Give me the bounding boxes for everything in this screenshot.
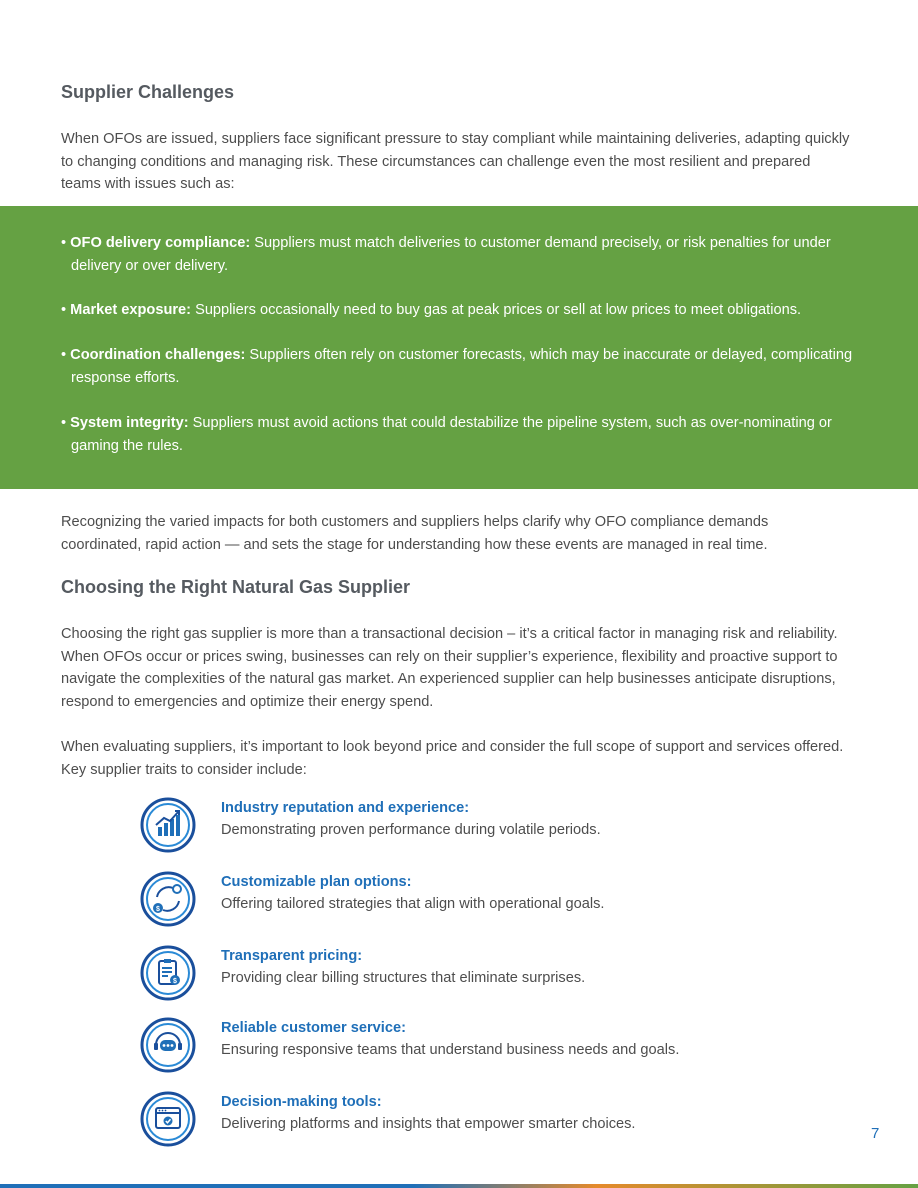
trait-title: Reliable customer service: <box>221 1020 406 1036</box>
challenge-text: Suppliers often rely on customer forecasts, which may be inaccurate or delayed, complicating response efforts. <box>71 347 853 386</box>
challenge-item: • OFO delivery compliance: Suppliers must match deliveries to customer demand precisely, or risk penalties for under delivery or over delivery. <box>61 235 831 274</box>
challenge-text: Suppliers occasionally need to buy gas at peak prices or sell at low prices to meet obligations. <box>191 302 802 318</box>
challenge-item: • Coordination challenges: Suppliers often rely on customer forecasts, which may be inaccurate or delayed, complicating response efforts. <box>61 347 853 386</box>
section-heading-supplier-challenges: Supplier Challenges <box>61 82 235 102</box>
choosing-supplier-paragraph: Choosing the right gas supplier is more than a transactional decision – it’s a critical factor in managing risk and reliability. When OFOs occur or prices swing, businesses can rely on their supplier’s experience, flexibility and proactive support to navigate the complexities of the natural gas market. An experienced supplier can help businesses anticipate disruptions, respond to emergencies and optimize their energy spend. <box>61 626 838 710</box>
trait-description: Providing clear billing structures that eliminate surprises. <box>221 970 586 986</box>
challenge-text: Suppliers must avoid actions that could destabilize the pipeline system, such as over-nominating or gaming the rules. <box>71 415 832 454</box>
section-heading-choosing-supplier: Choosing the Right Natural Gas Supplier <box>61 577 411 597</box>
challenge-item: • System integrity: Suppliers must avoid actions that could destabilize the pipeline system, such as over-nominating or gaming the rules. <box>61 415 832 454</box>
challenge-label: OFO delivery compliance: <box>70 235 251 251</box>
challenge-item: • Market exposure: Suppliers occasionally need to buy gas at peak prices or sell at low prices to meet obligations. <box>61 302 802 318</box>
recognizing-paragraph: Recognizing the varied impacts for both customers and suppliers helps clarify why OFO compliance demands coordinated, rapid action — and sets the stage for understanding how these events are managed in real time. <box>61 514 769 553</box>
evaluating-suppliers-paragraph: When evaluating suppliers, it’s important to look beyond price and consider the full scope of support and services offered. Key supplier traits to consider include: <box>61 739 844 778</box>
page-number: 7 <box>871 1125 880 1142</box>
trait-item <box>140 871 840 929</box>
trait-description: Ensuring responsive teams that understand business needs and goals. <box>221 1042 680 1058</box>
growth-chart-icon <box>140 797 196 853</box>
trait-title: Transparent pricing: <box>221 948 363 964</box>
challenge-text: Suppliers must match deliveries to customer demand precisely, or risk penalties for under delivery or over delivery. <box>71 235 831 274</box>
challenge-label: System integrity: <box>70 415 189 431</box>
trait-title: Customizable plan options: <box>221 874 412 890</box>
supplier-challenges-intro: When OFOs are issued, suppliers face significant pressure to stay compliant while maintaining deliveries, adapting quickly to changing conditions and managing risk. These circumstances can challenge even the most resilient and prepared teams with issues such as: <box>61 131 850 193</box>
challenge-label: Market exposure: <box>70 302 192 318</box>
decision-tool-window-icon <box>140 1091 196 1147</box>
trait-item <box>140 1017 840 1075</box>
trait-title: Decision-making tools: <box>221 1094 382 1110</box>
challenge-label: Coordination challenges: <box>70 347 246 363</box>
trait-description: Delivering platforms and insights that empower smarter choices. <box>221 1116 636 1132</box>
trait-item <box>140 1091 840 1149</box>
svg-text:$: $ <box>156 906 160 913</box>
trait-description: Demonstrating proven performance during volatile periods. <box>221 822 601 838</box>
footer-gradient-line <box>0 1184 918 1188</box>
svg-text:$: $ <box>173 978 177 985</box>
trait-description: Offering tailored strategies that align with operational goals. <box>221 896 605 912</box>
customer-service-headset-icon <box>140 1017 196 1073</box>
custom-plan-cycle-icon <box>140 871 196 927</box>
billing-document-icon <box>140 945 196 1001</box>
trait-title: Industry reputation and experience: <box>221 800 470 816</box>
trait-item <box>140 797 840 855</box>
trait-item <box>140 945 840 1003</box>
